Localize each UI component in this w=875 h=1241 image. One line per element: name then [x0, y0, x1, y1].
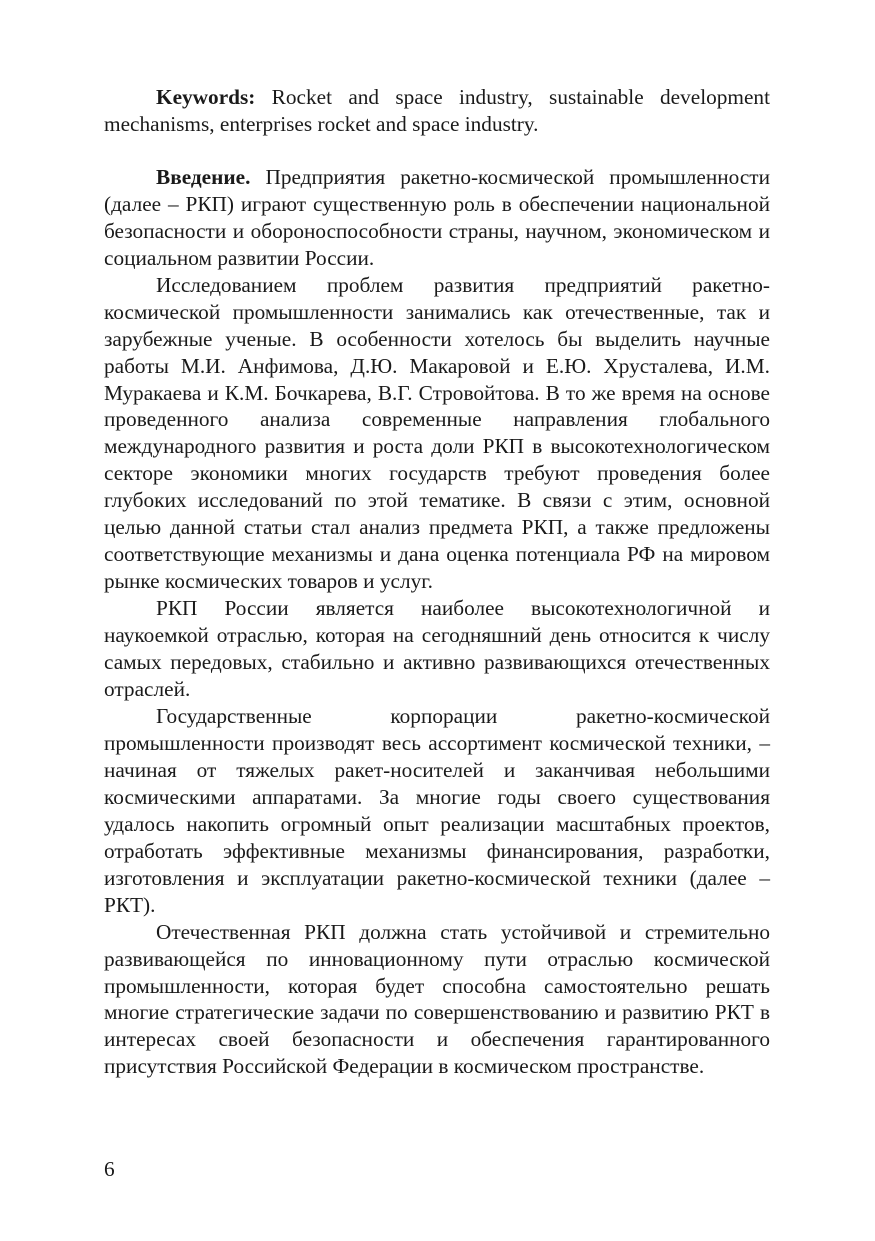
keywords-paragraph [104, 84, 770, 138]
page-number: 6 [104, 1157, 115, 1181]
body-paragraph-2: РКП России является наиболее высокотехнологичной и наукоемкой отраслью, которая на сегодняшний день относится к числу самых передовых, стабильно и активно развивающихся отечественных отраслей. [104, 596, 770, 702]
body-paragraph-1: Исследованием проблем развития предприятий ракетно-космической промышленности занимались как отечественные, так и зарубежные ученые. В особенности хотелось бы выделить научные работы М.И. Анфимова, Д.Ю. Макаровой и Е.Ю. Хрусталева, И.М. Муракаева и К.М. Бочкарева, В.Г. Стровойтова. В то же время на основе проведенного анализа современные направления глобального международного развития и роста доли РКП в высокотехнологическом секторе экономики многих государств требуют проведения более глубоких исследований по этой тематике. В связи с этим, основной целью данной статьи стал анализ предмета РКП, а также предложены соответствующие механизмы и дана оценка потенциала РФ на мировом рынке космических товаров и услуг. [104, 272, 770, 594]
section-gap [104, 138, 770, 164]
document-page [104, 84, 770, 1080]
intro-label: Введение. [156, 164, 251, 189]
intro-text: Предприятия ракетно-космической промышленности (далее – РКП) играют существенную роль в обеспечении национальной безопасности и обороноспособности страны, научном, экономическом и социальном развитии России. [104, 164, 770, 270]
keywords-text: Rocket and space industry, sustainable development mechanisms, enterprises rocket and space industry. [104, 85, 770, 136]
body-paragraph-3: Государственные корпорации ракетно-космической промышленности производят весь ассортимент космической техники, – начиная от тяжелых ракет-носителей и заканчивая небольшими космическими аппаратами. За многие годы своего существования удалось накопить огромный опыт реализации масштабных проектов, отработать эффективные механизмы финансирования, разработки, изготовления и эксплуатации ракетно-космической техники (далее – РКТ). [104, 703, 770, 917]
keywords-label: Keywords: [156, 85, 256, 109]
intro-paragraph [104, 164, 770, 272]
body-paragraph-4: Отечественная РКП должна стать устойчивой и стремительно развивающейся по инновационному пути отраслью космической промышленности, которая будет способна самостоятельно решать многие стратегические задачи по совершенствованию и развитию РКТ в интересах своей безопасности и обеспечения гарантированного присутствия Российской Федерации в космическом пространстве. [104, 919, 770, 1079]
